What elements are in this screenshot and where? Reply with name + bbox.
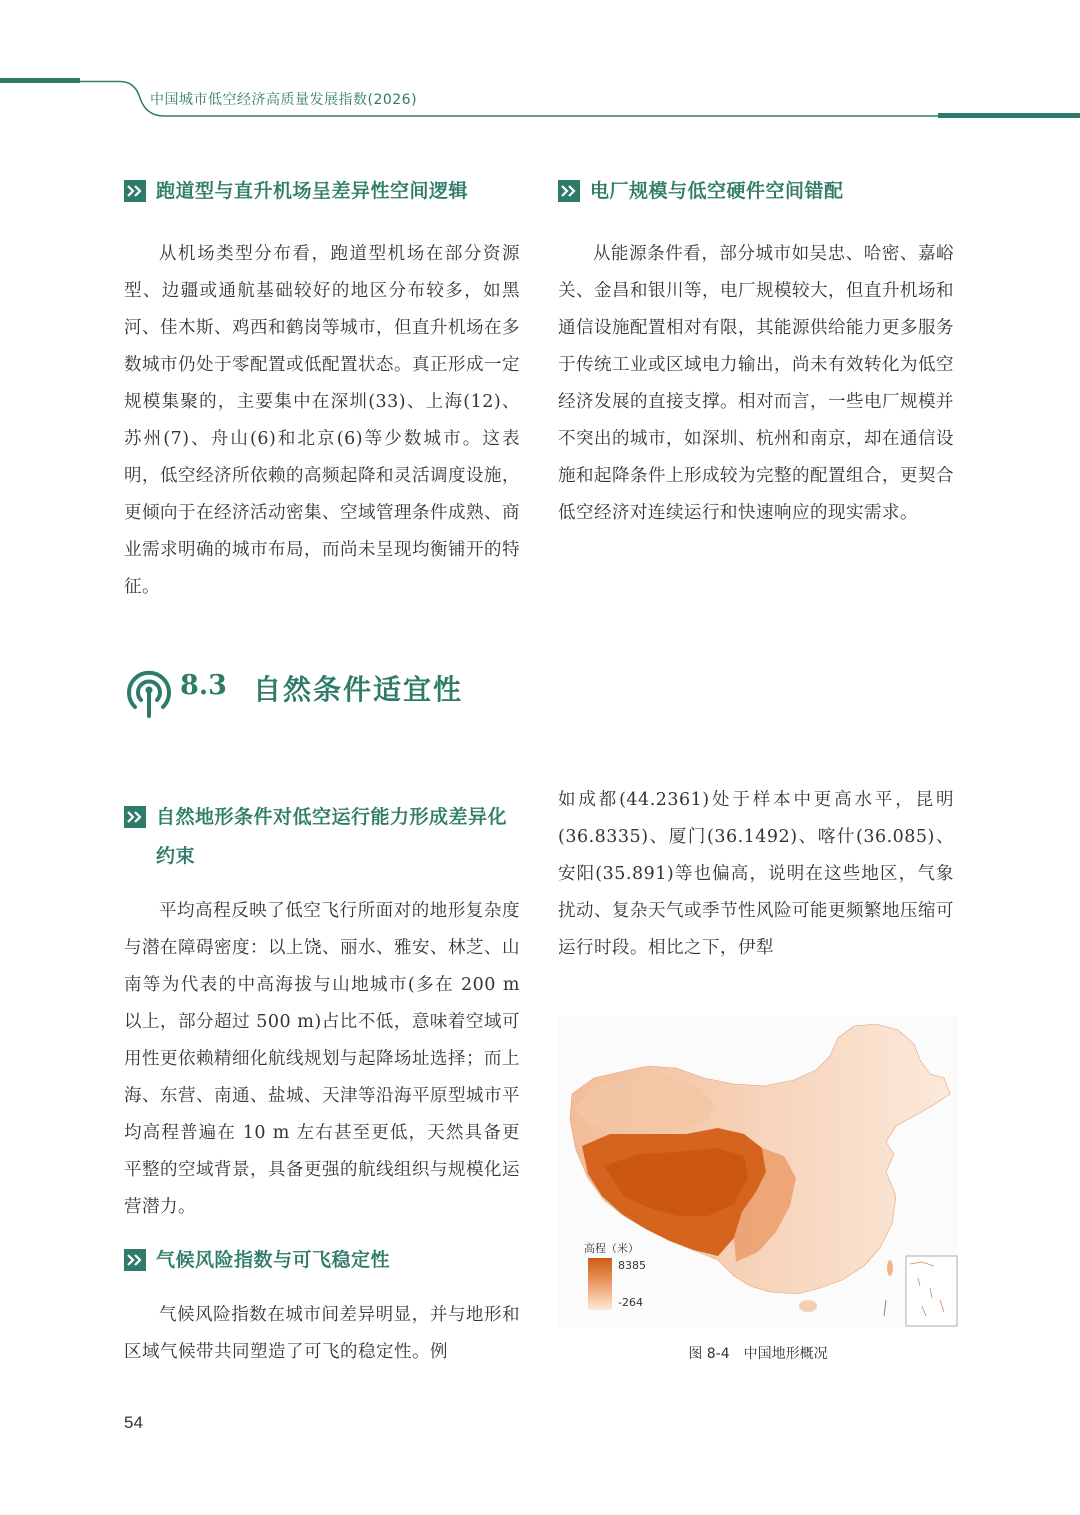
legend-title: 高程（米） <box>584 1242 639 1255</box>
header-accent-bar-left <box>0 78 80 83</box>
subheading-runway-heliport <box>124 172 520 211</box>
nine-dash-segment <box>884 1300 886 1316</box>
paragraph-terrain: 平均高程反映了低空飞行所面对的地形复杂度与潜在障碍密度：以上饶、丽水、雅安、林芝、山南等为代表的中高海拔与山地城市(多在 200 m 以上，部分超过 500 m)占比不低，意味着空域可用性更依赖精细化航线规划与起降场址选择；而上海、东营、南通、盐城、天津等沿海平原型城市平均高程普遍在 10 m 左右甚至更低，天然具备更平整的空域背景，具备更强的航线组织与规模化运营潜力。 <box>124 901 520 1217</box>
left-column-bottom <box>124 798 520 1371</box>
page-number: 54 <box>124 1413 143 1432</box>
paragraph-climate-continued: 如成都(44.2361)处于样本中更高水平，昆明(36.8335)、厦门(36.1492)、喀什(36.085)、安阳(35.891)等也偏高，说明在这些地区，气象扰动、复杂天气或季节性风险可能更频繁地压缩可运行时段。相比之下，伊犁 <box>558 790 954 958</box>
running-header-title: 中国城市低空经济高质量发展指数(2026) <box>150 92 418 108</box>
south-china-sea-inset <box>906 1256 957 1326</box>
left-column-top <box>124 172 520 606</box>
legend-min-value: -264 <box>618 1296 643 1309</box>
section-number: 8.3 <box>180 670 227 701</box>
elevation-map <box>558 1016 958 1328</box>
subheading-climate-risk <box>124 1241 520 1280</box>
header-accent-bar-right <box>938 113 1080 118</box>
double-chevron-icon <box>124 180 146 202</box>
section-title: 自然条件适宜性 <box>253 673 464 706</box>
subheading-text: 电厂规模与低空硬件空间错配 <box>590 180 844 202</box>
double-chevron-icon <box>558 180 580 202</box>
hainan-island <box>799 1300 817 1312</box>
section-location-icon <box>122 664 176 718</box>
paragraph-climate-risk: 气候风险指数在城市间差异明显，并与地形和区域气候带共同塑造了可飞的稳定性。例 <box>124 1305 520 1362</box>
figure-caption: 图 8-4 中国地形概况 <box>688 1346 828 1362</box>
subheading-text: 气候风险指数与可飞稳定性 <box>156 1249 391 1271</box>
subheading-power-plant <box>558 172 954 211</box>
taiwan-island <box>887 1260 893 1276</box>
subheading-terrain <box>124 798 520 876</box>
right-column-bottom <box>558 782 954 967</box>
double-chevron-icon <box>124 806 146 828</box>
legend-max-value: 8385 <box>618 1259 646 1272</box>
paragraph-airport-types: 从机场类型分布看，跑道型机场在部分资源型、边疆或通航基础较好的地区分布较多，如黑河、佳木斯、鸡西和鹤岗等城市，但直升机场在多数城市仍处于零配置或低配置状态。真正形成一定规模集聚的，主要集中在深圳(33)、上海(12)、苏州(7)、舟山(6)和北京(6)等少数城市。这表明，低空经济所依赖的高频起降和灵活调度设施，更倾向于在经济活动密集、空域管理条件成熟、商业需求明确的城市布局，而尚未呈现均衡铺开的特征。 <box>124 244 520 597</box>
right-column-top <box>558 172 954 532</box>
paragraph-power-plant: 从能源条件看，部分城市如吴忠、哈密、嘉峪关、金昌和银川等，电厂规模较大，但直升机场和通信设施配置相对有限，其能源供给能力更多服务于传统工业或区域电力输出，尚未有效转化为低空经济发展的直接支撑。相对而言，一些电厂规模并不突出的城市，如深圳、杭州和南京，却在通信设施和起降条件上形成较为完整的配置组合，更契合低空经济对连续运行和快速响应的现实需求。 <box>558 244 954 523</box>
subheading-text: 跑道型与直升机场呈差异性空间逻辑 <box>156 180 469 202</box>
double-chevron-icon <box>124 1249 146 1271</box>
legend-color-bar <box>588 1258 612 1310</box>
subheading-text: 自然地形条件对低空运行能力形成差异化约束 <box>156 806 508 867</box>
elevation-map-figure <box>558 1016 958 1328</box>
